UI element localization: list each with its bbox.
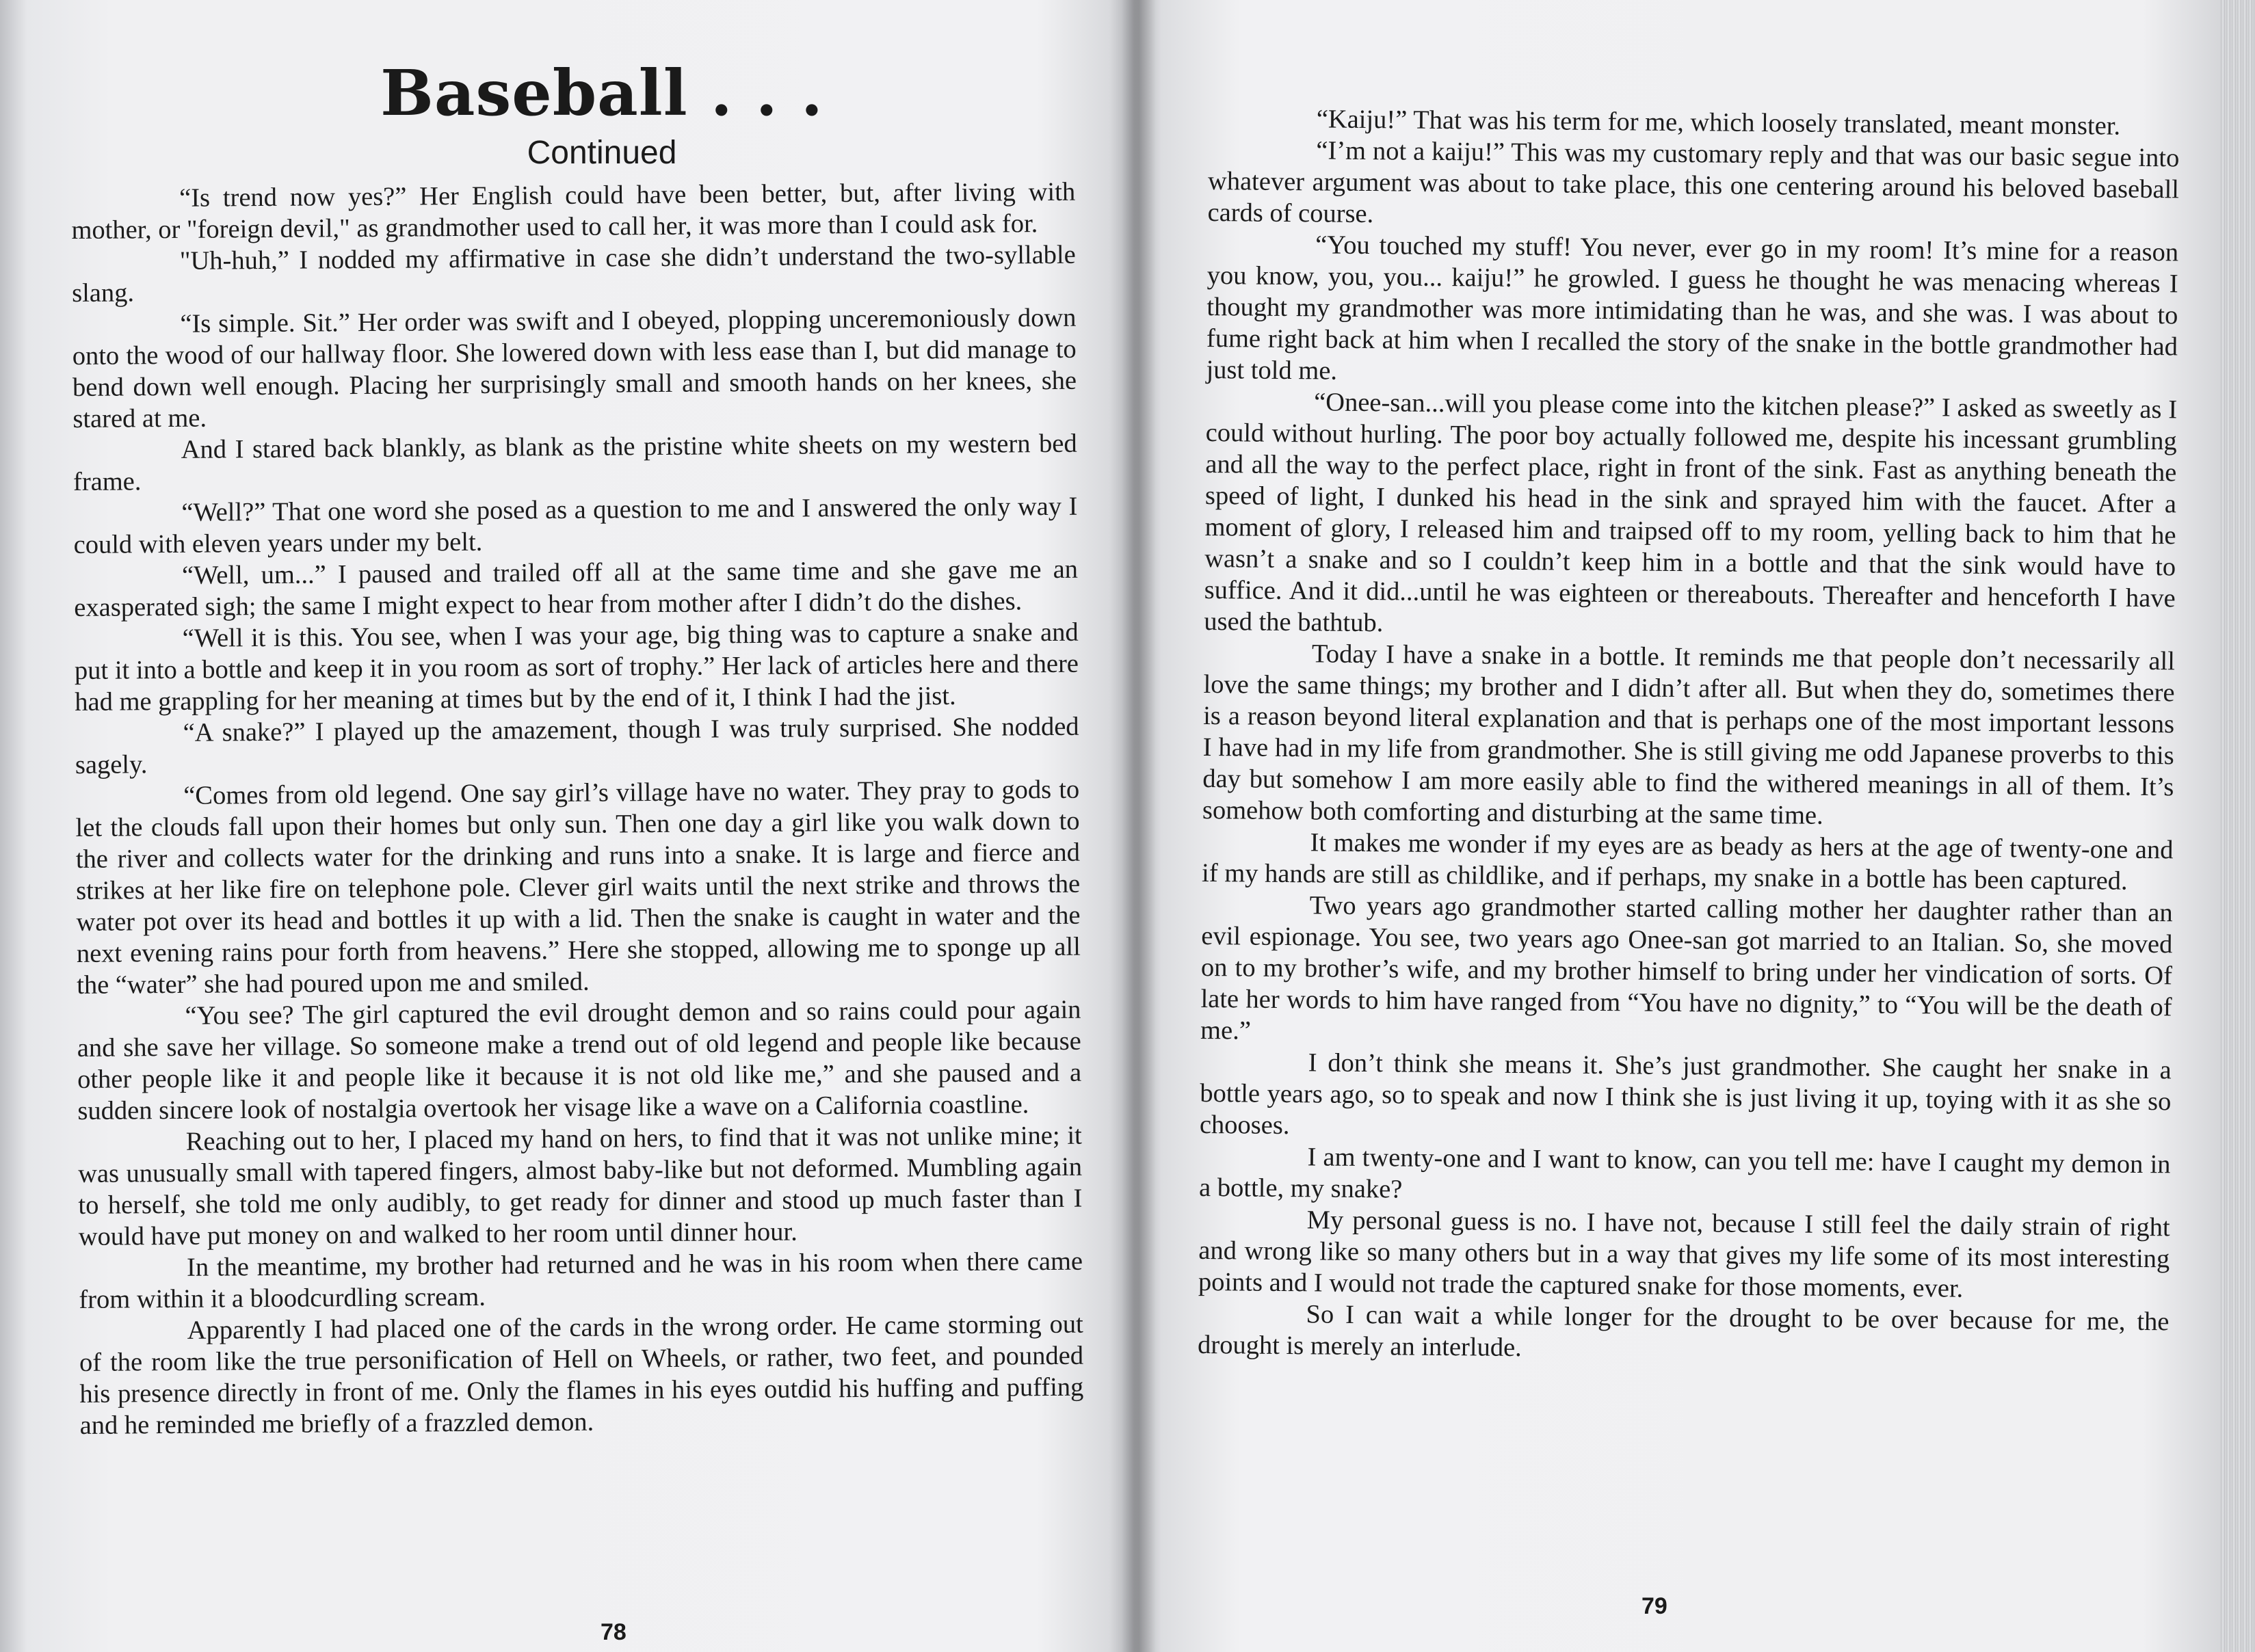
right-page (1149, 0, 2255, 1652)
paragraph: It makes me wonder if my eyes are as beady as hers at the age of twenty-one and if my hands are still as childlike, and if perhaps, my snake in a bottle has been captured. (1201, 828, 2174, 896)
paragraph: “You see? The girl captured the evil drought demon and so rains could pour again and she save her village. So someone make a trend out of old legend and people like because other people like it and people like it because it is not old like me,” and she paused and a sudden sincere look of nostalgia overtook her visage like a wave on a California coastline. (77, 995, 1082, 1125)
paragraph: "Uh-huh,” I nodded my affirmative in case she didn’t understand the two-syllable slang. (71, 240, 1076, 308)
paragraph: “Onee-san...will you please come into the kitchen please?” I asked as sweetly as I could without hurling. The poor boy actually followed me, despite his incessant grumbling and all the way to the perfect place, right in front of the sink. Fast as anything beneath the speed of light, I dunked his head in the sink and sprayed him with the faucet. After a moment of glory, I released him and traipsed off to my room, yelling back to him that he wasn’t a snake and so I couldn’t keep him in a bottle and that the sink would have to suffice. And it did...until he was eighteen or thereabouts. Thereafter and henceforth I have used the bathtub. (1204, 388, 2178, 638)
chapter-subtitle: Continued (527, 135, 677, 171)
paragraph: I am twenty-one and I want to know, can you tell me: have I caught my demon in a bottle, my snake? (1198, 1143, 2171, 1204)
paragraph: So I can wait a while longer for the drought to be over because for me, the drought is merely an interlude. (1197, 1300, 2170, 1363)
left-page-body (71, 176, 1084, 1441)
paragraph: “Well it is this. You see, when I was your age, big thing was to capture a snake and put it into a bottle and keep it in you room as sort of trophy.” Her lack of articles here and there had me grappling for her meaning at times but by the end of it, I think I had the jist. (74, 617, 1079, 717)
paragraph: “Is trend now yes?” Her English could have been better, but, after living with mother, or "foreign devil," as grandmother used to call her, it was more than I could ask for. (71, 177, 1076, 245)
paragraph: “Kaiju!” That was his term for me, which loosely translated, meant monster. (1316, 105, 2121, 141)
paragraph: “I’m not a kaiju!” This was my customary reply and that was our basic segue into whatever argument was about to take place, this one centering around his beloved baseball cards of course. (1207, 136, 2180, 229)
chapter-title: Baseball . . . (380, 56, 823, 130)
paragraph: My personal guess is no. I have not, because I still feel the daily strain of right and wrong like so many others but in a way that gives my life some of its most interesting points and I would not trade the captured snake for those moments, ever. (1198, 1205, 2170, 1303)
page-number: 79 (1641, 1593, 1667, 1619)
paragraph: Apparently I had placed one of the cards in the wrong order. He came storming out of the room like the true personification of Hell on Wheels, or rather, two feet, and pounded his presence directly in front of me. Only the flames in his eyes outdid his huffing and puffing and he reminded me briefly of a frazzled demon. (79, 1309, 1084, 1440)
paragraph: In the meantime, my brother had returned and he was in his room when there came from within it a bloodcurdling scream. (79, 1247, 1083, 1314)
paragraph: “You touched my stuff! You never, ever go in my room! It’s mine for a reason you know, you, you... kaiju!” he growled. I guess he thought he was menacing whereas I thought my grandmother was more intimidating than he was, and she was. I was about to fume right back at him when I recalled the story of the snake in the bottle grandmother had just told me. (1206, 230, 2179, 386)
page-edge (2219, 0, 2255, 1652)
paragraph: “Comes from old legend. One say girl’s village have no water. They pray to gods to let the clouds fall upon their homes but only sun. Then one day a girl like you walk down to the river and collects water for the drinking and runs into a snake. It is large and fierce and strikes at her like fire on telephone pole. Clever girl waits until the next strike and throws the water pot over its head and bottles it up with a lid. Then the snake is caught in water and the next evening rains pour forth from heavens.” Here she stopped, allowing me to sponge up all the “water” she had poured upon me and smiled. (75, 775, 1081, 1000)
paragraph: Today I have a snake in a bottle. It reminds me that people don’t necessarily all love the same things; my brother and I didn’t after all. But when they do, sometimes there is a reason beyond literal explanation and that is perhaps one of the most important lessons I have had in my life from grandmother. She is still giving me odd Japanese proverbs to this day but somehow I am more easily able to find the withered meanings in all of them. It’s somehow both comforting and disturbing at the same time. (1202, 639, 2176, 830)
paragraph: Reaching out to her, I placed my hand on hers, to find that it was not unlike mine; it was unusually small with tapered fingers, almost baby-like but not deformed. Mumbling again to herself, she told me only audibly, to get ready for dinner and stood up much faster than I would have put money on and walked to her room until dinner hour. (77, 1121, 1083, 1251)
page-number: 78 (601, 1619, 627, 1645)
paragraph: “A snake?” I played up the amazement, though I was truly surprised. She nodded sagely. (75, 712, 1079, 780)
paragraph: And I stared back blankly, as blank as the pristine white sheets on my western bed frame. (72, 429, 1077, 496)
paragraph: I don’t think she means it. She’s just grandmother. She caught her snake in a bottle years ago, so to speak and now I think she is just living it up, toying with it as she so chooses. (1199, 1048, 2172, 1141)
paragraph: “Well, um...” I paused and trailed off all at the same time and she gave me an exasperated sigh; the same I might expect to hear from mother after I didn’t do the dishes. (74, 555, 1079, 622)
paragraph: “Well?” That one word she posed as a question to me and I answered the only way I could with eleven years under my belt. (73, 492, 1078, 559)
paragraph: Two years ago grandmother started calling mother her daughter rather than an evil espionage. You see, two years ago Onee-san got married to an Italian. So, she moved on to my brother’s wife, and my brother himself to bring under her vindication of sorts. Of late her words to him have ranged from “You have no dignity,” to “You will be the death of me.” (1200, 891, 2173, 1045)
paragraph: “Is simple. Sit.” Her order was swift and I obeyed, plopping unceremoniously down onto the wood of our hallway floor. She lowered down with less ease than I, but did manage to bend down well enough. Placing her surprisingly small and smooth hands on her knees, she stared at me. (72, 303, 1077, 434)
right-page-body (1198, 103, 2180, 1369)
